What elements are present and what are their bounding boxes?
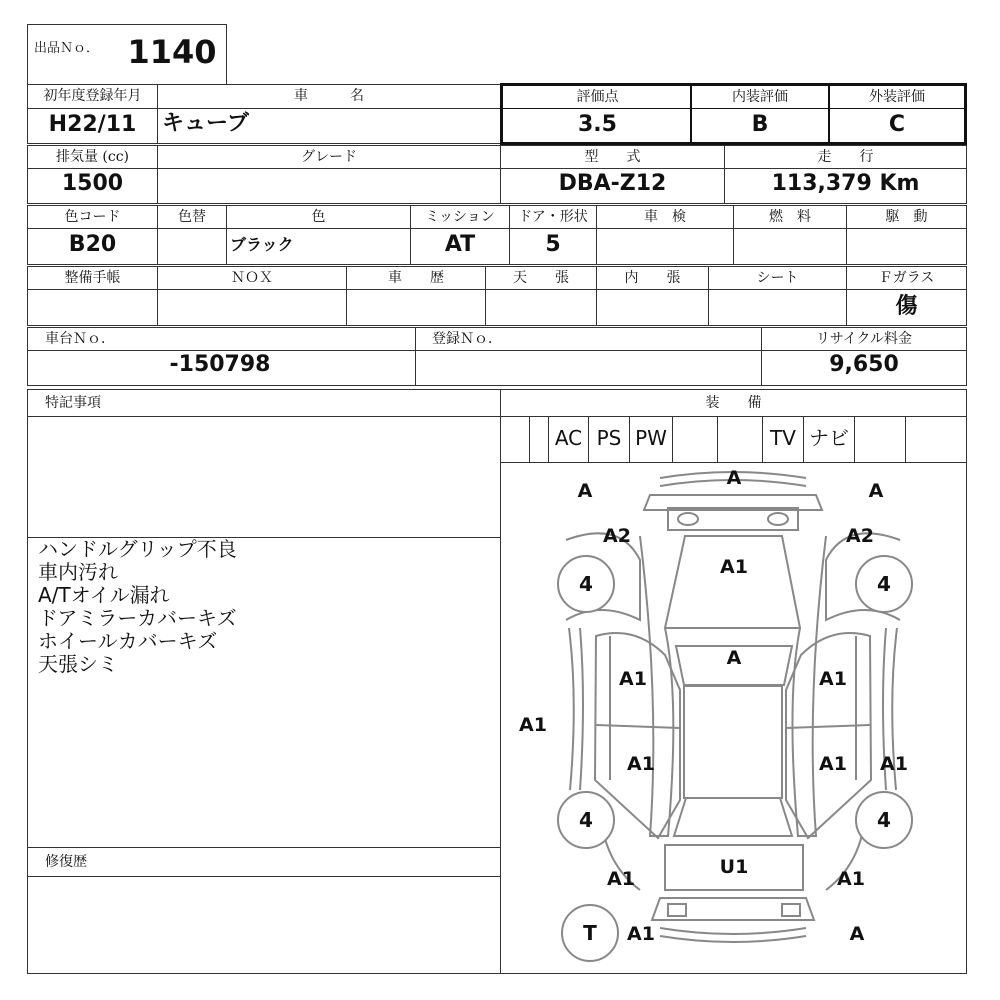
equip-navi: ナビ <box>803 416 855 463</box>
score-value: 3.5 <box>578 112 617 137</box>
displacement-label: 排気量 (cc) <box>55 149 130 165</box>
remark-line: ドアミラーカバーキズ <box>38 606 237 630</box>
car-diagram <box>500 462 967 974</box>
grade-cell <box>157 168 501 204</box>
nox-label: ＮＯＸ <box>231 270 273 286</box>
maintenance-cell <box>27 289 158 326</box>
roof-label: 天 張 <box>513 270 569 286</box>
equip-box <box>717 416 763 463</box>
mark-right-rocker: A1 <box>880 753 908 775</box>
interior-value: B <box>751 112 769 137</box>
interior-label: 内装評価 <box>732 89 788 105</box>
remark-line: ホイールカバーキズ <box>38 629 218 653</box>
car-name-value: キューブ <box>162 111 249 136</box>
mileage-label: 走 行 <box>817 149 874 165</box>
remark-line: 車内汚れ <box>38 560 118 584</box>
special-notes-area <box>27 416 501 538</box>
exterior-label: 外装評価 <box>869 89 925 105</box>
chassis-label: 車台Ｎｏ． <box>45 331 115 347</box>
door-label: ドア・形状 <box>518 209 588 225</box>
equip-box <box>529 416 549 463</box>
model-label: 型 式 <box>584 149 641 165</box>
color-code-value: B20 <box>68 232 117 257</box>
mark-front-left-corner: A <box>577 480 593 502</box>
car-name-label: 車 名 <box>294 88 364 104</box>
remark-line: 天張シミ <box>38 652 118 676</box>
lot-label: 出品Ｎｏ． <box>34 41 100 56</box>
mark-left-rocker: A1 <box>519 714 547 736</box>
model-value: DBA-Z12 <box>558 171 667 196</box>
mark-front-bumper: A <box>726 467 742 489</box>
first-reg-label: 初年度登録年月 <box>43 88 142 104</box>
mark-hood: A1 <box>720 556 748 578</box>
equip-tv: TV <box>762 416 804 463</box>
mark-right-quarter: A1 <box>837 868 865 890</box>
reg-no-cell <box>415 350 762 386</box>
mission-value: AT <box>444 232 476 257</box>
inspection-label: 車 検 <box>644 209 686 225</box>
history-label: 車 歴 <box>388 270 444 286</box>
history-cell <box>346 289 486 326</box>
maintenance-label: 整備手帳 <box>64 270 121 286</box>
tire-front-right: 4 <box>877 572 891 596</box>
drive-label: 駆 動 <box>885 209 928 225</box>
equip-box <box>672 416 718 463</box>
score-label: 評価点 <box>576 89 619 105</box>
reg-no-label: 登録Ｎｏ． <box>432 331 502 347</box>
equipment-label: 装 備 <box>705 395 762 411</box>
color-label: 色 <box>311 209 326 225</box>
equip-box <box>854 416 906 463</box>
fglass-label: Ｆガラス <box>878 270 935 286</box>
drive-cell <box>846 228 967 265</box>
interior-trim-label: 内 張 <box>624 270 681 286</box>
interior-trim-cell <box>596 289 709 326</box>
remarks-list <box>38 538 237 676</box>
mark-left-front-door: A1 <box>619 668 647 690</box>
spare-tire: T <box>583 921 597 945</box>
grade-label: グレード <box>301 149 357 165</box>
remark-line: A/Tオイル漏れ <box>38 583 170 607</box>
first-reg-value: H22/11 <box>48 112 137 137</box>
color-code-label: 色コード <box>64 209 121 225</box>
inspection-cell <box>596 228 734 265</box>
seat-cell <box>708 289 847 326</box>
color-change-label: 色替 <box>178 209 206 225</box>
repair-history-area <box>27 876 501 974</box>
color-value: ブラック <box>230 235 294 254</box>
mark-right-front-door: A1 <box>819 668 847 690</box>
displacement-value: 1500 <box>61 171 124 196</box>
color-change-cell <box>157 228 227 265</box>
mark-left-fender: A2 <box>603 525 631 547</box>
equip-ac: AC <box>548 416 589 463</box>
door-value: 5 <box>545 232 561 257</box>
mark-left-rear-door: A1 <box>627 753 655 775</box>
mark-windshield: A <box>726 647 742 669</box>
fuel-cell <box>733 228 847 265</box>
seat-label: シート <box>756 270 799 286</box>
mark-trunk: U1 <box>719 856 749 878</box>
mark-front-right-corner: A <box>868 480 884 502</box>
mark-rear-left-corner: A1 <box>627 923 655 945</box>
mission-label: ミッション <box>425 209 495 225</box>
exterior-value: C <box>888 112 906 137</box>
equip-ps: PS <box>588 416 630 463</box>
mileage-value: 113,379 Km <box>771 171 920 196</box>
fglass-value: 傷 <box>895 293 918 319</box>
tire-front-left: 4 <box>579 572 593 596</box>
equip-pw: PW <box>629 416 673 463</box>
fuel-label: 燃 料 <box>769 209 811 225</box>
chassis-value: -150798 <box>169 352 271 377</box>
lot-number: 1140 <box>127 33 217 71</box>
remark-line: ハンドルグリップ不良 <box>38 537 237 561</box>
mark-right-rear-door: A1 <box>819 753 847 775</box>
equip-box <box>905 416 967 463</box>
nox-cell <box>157 289 347 326</box>
special-notes-label: 特記事項 <box>45 395 101 411</box>
roof-cell <box>485 289 597 326</box>
repair-history-label: 修復歴 <box>45 854 87 870</box>
mark-left-quarter: A1 <box>607 868 635 890</box>
tire-rear-right: 4 <box>877 808 891 832</box>
tire-rear-left: 4 <box>579 808 593 832</box>
mark-right-fender: A2 <box>846 525 874 547</box>
recycle-value: 9,650 <box>829 352 899 377</box>
mark-rear-right-corner: A <box>849 923 865 945</box>
recycle-label: リサイクル料金 <box>815 331 913 347</box>
